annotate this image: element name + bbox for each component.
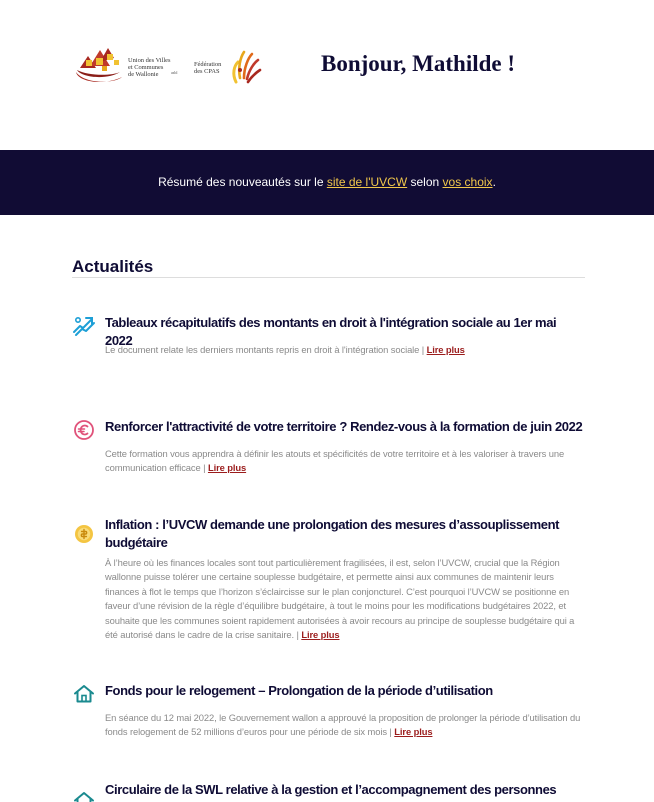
uvcw-logo-line-2: et Communes xyxy=(128,64,164,71)
article-item xyxy=(72,682,585,742)
banner-suffix: . xyxy=(492,175,496,189)
banner-prefix: Résumé des nouveautés sur le xyxy=(158,175,327,189)
article-title[interactable]: Fonds pour le relogement – Prolongation de la période d’utilisation xyxy=(105,683,493,698)
uvcw-logo-line-1: Union des Villes xyxy=(128,57,171,64)
email-header xyxy=(0,0,654,150)
cpas-logo[interactable] xyxy=(194,48,264,88)
hand-money-icon xyxy=(72,314,96,338)
article-item xyxy=(72,516,585,646)
uvcw-logo-text xyxy=(128,57,170,78)
section-title: Actualités xyxy=(72,257,154,276)
house-icon xyxy=(72,682,96,706)
euro-circle-icon xyxy=(72,418,96,442)
uvcw-logo-mark xyxy=(74,46,128,86)
article-item xyxy=(72,418,585,488)
read-more-link[interactable]: Lire plus xyxy=(207,462,247,474)
read-more-link[interactable]: Lire plus xyxy=(426,344,465,355)
article-description xyxy=(105,447,585,476)
uvcw-logo-line-3: de Wallonie xyxy=(128,71,159,78)
choices-link[interactable]: vos choix xyxy=(442,175,493,189)
cpas-logo-line-1: Fédération xyxy=(194,61,222,68)
article-description xyxy=(105,343,585,357)
article-title[interactable]: Renforcer l'attractivité de votre territoire ? Rendez-vous à la formation de juin 2022 xyxy=(105,419,583,434)
article-title[interactable]: Circulaire de la SWL relative à la gestion et l’accompagnement des personnes xyxy=(105,782,557,797)
article-title[interactable]: Inflation : l’UVCW demande une prolongation des mesures d’assouplissement budgétaire xyxy=(105,517,560,550)
article-description-text: En séance du 12 mai 2022, le Gouvernement wallon a approuvé la proposition de prolonger la période d’utilisation du fonds relogement de 52 millions d’euros pour une période de six mois | xyxy=(105,712,581,738)
greeting-heading: Bonjour, Mathilde ! xyxy=(321,51,516,76)
coins-icon xyxy=(72,522,96,546)
article-description-text: Cette formation vous apprendra à définir les atouts et spécificités de votre territoire et à les valoriser à travers une communication efficace | xyxy=(105,448,565,474)
read-more-link[interactable]: Lire plus xyxy=(394,726,433,738)
article-description xyxy=(105,711,585,740)
uvcw-logo[interactable] xyxy=(74,46,184,88)
article-description-text: Le document relate les derniers montants repris en droit à l'intégration sociale | xyxy=(105,344,427,355)
cpas-logo-line-2: des CPAS xyxy=(194,68,220,75)
read-more-link[interactable]: Lire plus xyxy=(301,629,340,641)
article-item xyxy=(72,314,585,374)
cpas-logo-text xyxy=(194,61,221,75)
article-item xyxy=(72,781,585,802)
summary-banner xyxy=(0,150,654,215)
banner-middle: selon xyxy=(407,175,443,189)
house-icon xyxy=(72,789,96,802)
site-link[interactable]: site de l'UVCW xyxy=(326,175,408,189)
hand-logo-mark xyxy=(230,48,262,86)
uvcw-logo-suffix: asbl xyxy=(171,70,178,75)
article-title[interactable]: Tableaux récapitulatifs des montants en droit à l'intégration sociale au 1er mai 2022 xyxy=(105,315,557,348)
section-divider xyxy=(72,277,585,278)
article-description xyxy=(105,556,585,642)
article-description-text: À l’heure où les finances locales sont tout particulièrement fragilisées, il est, selon l’UVCW, crucial que la Région wallonne puisse tolérer une certaine souplesse budgétaire, et permette ainsi aux communes de maintenir leurs finances à flot le temps que l’horizon s’éclaircisse sur le plan conjoncturel. C’est pourquoi l’UVCW se positionne en faveur d’une révision de la règle d’équilibre budgétaire, à tout le moins pour les modifications budgétaires 2022, et souhaite que les communes soient rapidement autorisées à avoir recours au principe de souplesse budgétaire qui a été autorisé dans le cadre de la crise sanitaire. | xyxy=(105,557,575,641)
